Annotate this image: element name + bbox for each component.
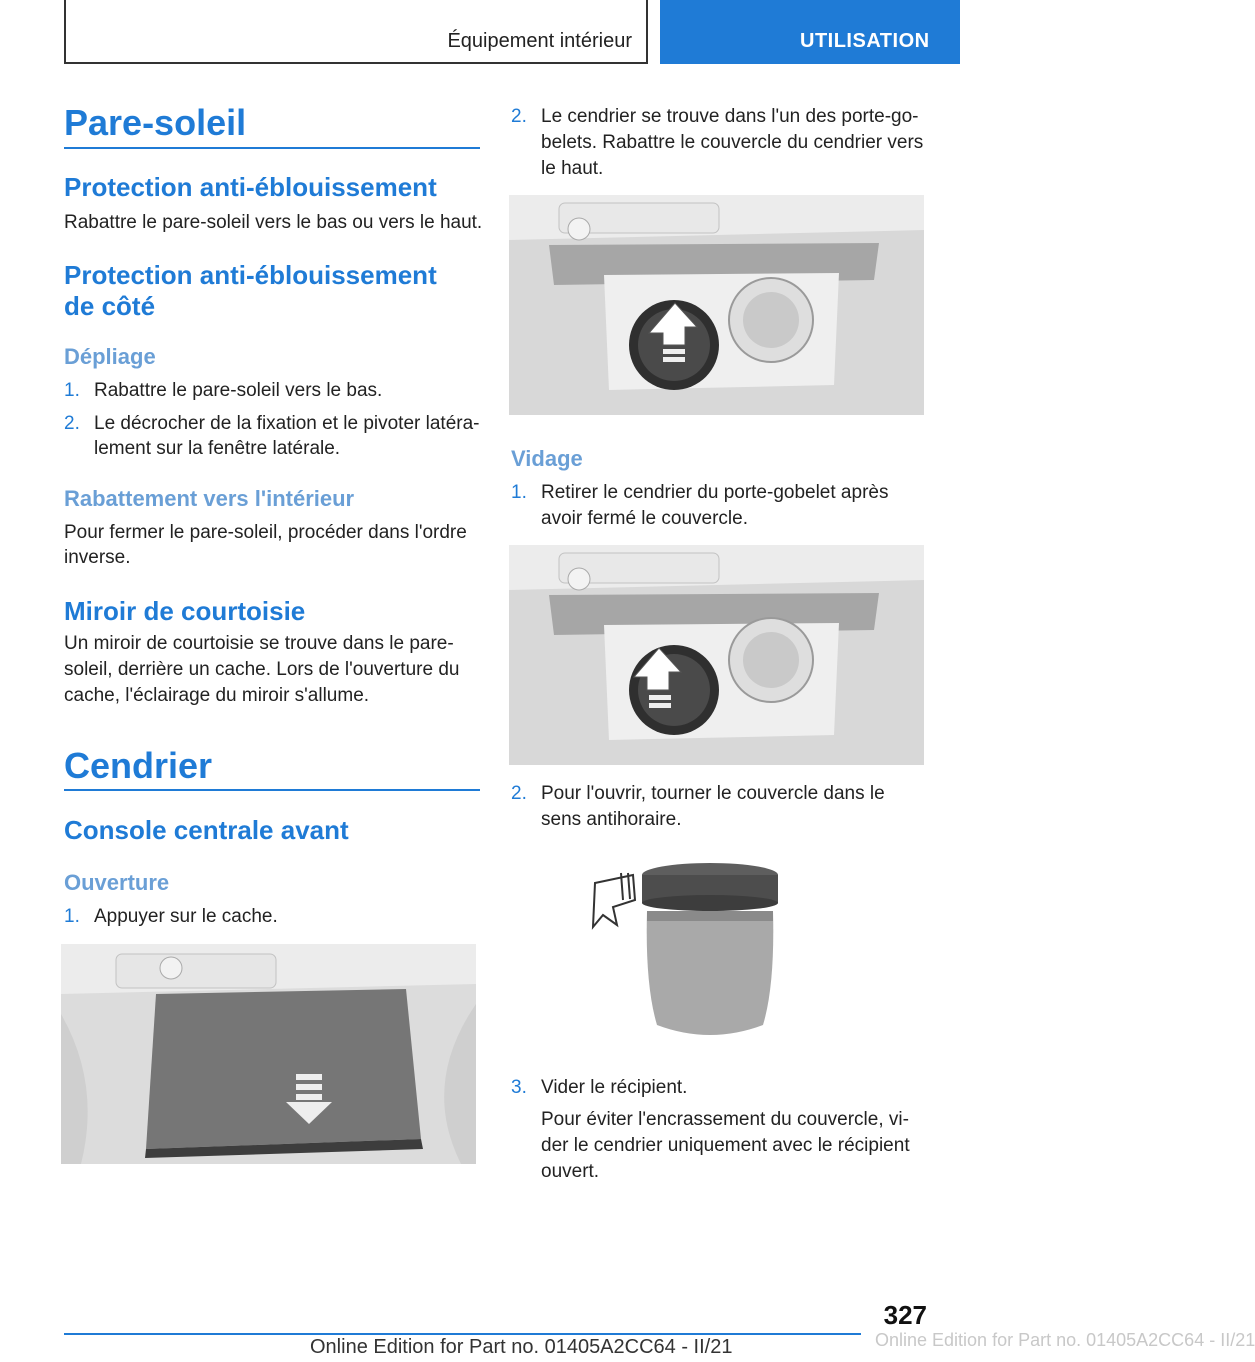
- emptying-heading: Vidage: [511, 446, 583, 471]
- ashtray-heading: Cendrier: [64, 745, 213, 786]
- open-step-2-text-line1: Le cendrier se trouve dans l'un des porte-go‐: [541, 106, 919, 127]
- console-cover-image: [61, 944, 476, 1164]
- antiglare-text: Rabattre le pare-soleil vers le bas ou vers le haut.: [64, 212, 483, 233]
- side-antiglare-heading-line1: Protection anti-éblouissement: [64, 260, 437, 290]
- antiglare-heading: Protection anti-éblouissement: [64, 172, 437, 202]
- empty-step-3-text: Vider le récipient.: [541, 1077, 688, 1098]
- empty-step-1-number: 1.: [511, 482, 527, 503]
- ashtray-rule: [64, 789, 480, 791]
- header-section-title: Équipement intérieur: [447, 30, 632, 52]
- empty-step-2-text-line2: sens antihoraire.: [541, 809, 682, 830]
- console-heading: Console centrale avant: [64, 815, 349, 845]
- footer-rule: [64, 1333, 861, 1335]
- empty-step-2-number: 2.: [511, 783, 527, 804]
- empty-step-2-text-line1: Pour l'ouvrir, tourner le couvercle dans le: [541, 783, 885, 804]
- fold-text-line2: inverse.: [64, 547, 131, 568]
- mirror-text-line2: soleil, derrière un cache. Lors de l'ouverture du: [64, 659, 460, 680]
- ashtray-container-image: [585, 855, 800, 1045]
- heading-rule: [64, 147, 480, 149]
- empty-step-3-number: 3.: [511, 1077, 527, 1098]
- footer-edition: Online Edition for Part no. 01405A2CC64 - II/21: [310, 1336, 733, 1358]
- mirror-heading: Miroir de courtoisie: [64, 596, 306, 626]
- footer-watermark: Online Edition for Part no. 01405A2CC64 - II/21: [875, 1330, 1255, 1350]
- unfold-heading: Dépliage: [64, 344, 156, 369]
- opening-step-1-text: Appuyer sur le cache.: [94, 906, 278, 927]
- opening-step-1-number: 1.: [64, 906, 80, 927]
- page-number: 327: [883, 1300, 927, 1330]
- sunvisor-heading: Pare-soleil: [64, 102, 247, 143]
- ashtray-open-image: [509, 195, 924, 415]
- mirror-text-line1: Un miroir de courtoisie se trouve dans le pare-: [64, 633, 454, 654]
- mirror-text-line3: cache, l'éclairage du miroir s'allume.: [64, 685, 370, 706]
- empty-step-1-text-line2: avoir fermé le couvercle.: [541, 508, 748, 529]
- unfold-step-1-text: Rabattre le pare-soleil vers le bas.: [94, 380, 383, 401]
- unfold-step-2-text-line2: lement sur la fenêtre latérale.: [94, 438, 341, 459]
- opening-heading: Ouverture: [64, 870, 170, 895]
- fold-heading: Rabattement vers l'intérieur: [64, 486, 355, 511]
- empty-step-1-text-line1: Retirer le cendrier du porte-gobelet après: [541, 482, 889, 503]
- empty-step-3-note-line3: ouvert.: [541, 1161, 600, 1182]
- header-chapter-tab[interactable]: [660, 0, 960, 64]
- unfold-step-1-number: 1.: [64, 380, 80, 401]
- empty-step-3-note-line1: Pour éviter l'encrassement du couvercle, vi‐: [541, 1109, 909, 1130]
- open-step-2-text-line3: le haut.: [541, 158, 604, 179]
- rotate-arrow-icon: [593, 873, 635, 927]
- side-antiglare-heading-line2: de côté: [64, 291, 156, 321]
- fold-text-line1: Pour fermer le pare-soleil, procéder dans l'ordre: [64, 522, 467, 543]
- unfold-step-2-number: 2.: [64, 413, 80, 434]
- ashtray-remove-image: [509, 545, 924, 765]
- header-chapter-label: UTILISATION: [800, 30, 930, 52]
- open-step-2-number: 2.: [511, 106, 527, 127]
- header-section-box: [64, 0, 648, 64]
- unfold-step-2-text-line1: Le décrocher de la fixation et le pivoter latéra‐: [94, 413, 480, 434]
- open-step-2-text-line2: belets. Rabattre le couvercle du cendrier vers: [541, 132, 924, 153]
- empty-step-3-note-line2: der le cendrier uniquement avec le récipient: [541, 1135, 910, 1156]
